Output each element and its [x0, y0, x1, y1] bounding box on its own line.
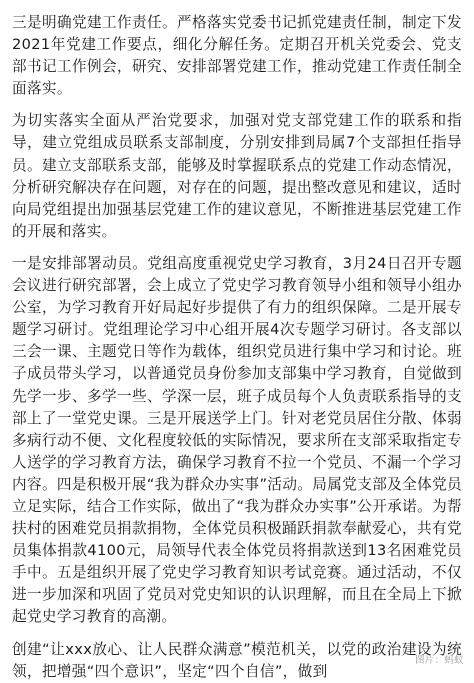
watermark-text: 图片：蚂蚁	[414, 655, 464, 666]
paragraph-model-organ: 创建“让xxx放心、让人民群众满意”模范机关，以党的政治建设为统领，把增强“四个意识”，坚定“四个自信”，做到	[12, 640, 462, 680]
paragraph-supervision: 为切实落实全面从严治党要求，加强对党支部党建工作的联系和指导，建立党组成员联系支部制度，分别安排到局属7个支部担任指导员。建立支部联系支部，能够及时掌握联系点的党建工作动态情况，分析研究解决存在问题，对存在的问题，提出整改意见和建议，适时向局党组提出加强基层党建工作的建议意见，不断推进基层党建工作的开展和落实。	[12, 112, 462, 240]
paragraph-party-history-education: 一是安排部署动员。党组高度重视党史学习教育，3月24日召开专题会议进行研究部署，会上成立了党史学习教育领导小组和领导小组办公室，为学习教育开好局起好步提供了有力的组织保障。二是开展专题学习研讨。党组理论学习中心组开展4次专题学习研讨。各支部以三会一课、主题党日等作为载体，组织党员进行集中学习和讨论。班子成员带头学习，以普通党员身份参加支部集中学习教育，自觉做到先学一步、多学一些、学深一层，班子成员每个人负责联系指导的支部上了一堂党史课。三是开展送学上门。针对老党员居住分散、体弱多病行动不便、文化程度较低的实际情况，要求所在支部采取指定专人送学的学习教育方法，确保学习教育不拉一个党员、不漏一个学习内容。四是积极开展“我为群众办实事”活动。局属党支部及全体党员立足实际，结合工作实际，做出了“我为群众办实事”公开承诺。为帮扶村的困难党员捐款捐物，全体党员积极踊跃捐款奉献爱心，共有党员集体捐款4100元，局领导代表全体党员将捐款送到13名困难党员手中。五是组织开展了党史学习教育知识考试竞赛。通过活动，不仅进一步加深和巩固了党员对党史知识的认识理解，而且在全局上下掀起党史学习教育的高潮。	[12, 254, 462, 626]
paragraph-responsibility: 三是明确党建工作责任。严格落实党委书记抓党建责任制，制定下发2021年党建工作要点，细化分解任务。定期召开机关党委会、党支部书记工作例会，研究、安排部署党建工作，推动党建工作责任制全面落实。	[12, 14, 462, 98]
